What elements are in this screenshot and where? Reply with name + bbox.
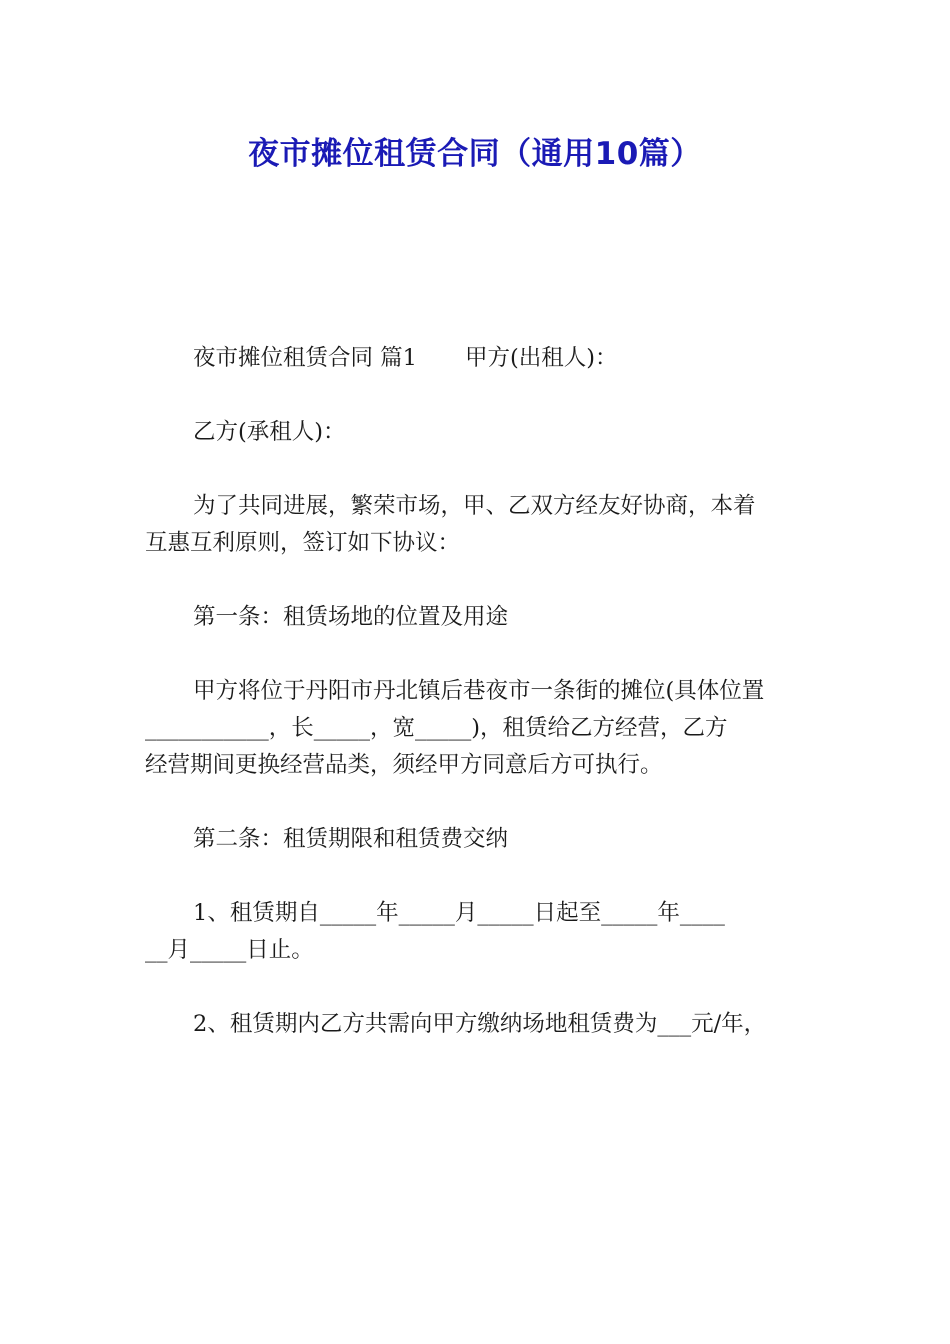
party-a-label: 甲方(出租人)： [464, 345, 618, 371]
text-line: 经营期间更换经营品类，须经甲方同意后方可执行。 [145, 752, 663, 778]
article-heading: 第二条：租赁期限和租赁费交纳 [193, 826, 509, 852]
text-line: __月_____日止。 [145, 937, 314, 963]
paragraph-1 [145, 340, 810, 377]
paragraph-7 [145, 895, 810, 969]
document-title: 夜市摊位租赁合同（通用10篇） [248, 136, 702, 172]
section-heading: 夜市摊位租赁合同 篇1 [193, 345, 417, 371]
text-line: ___________，长_____，宽_____)，租赁给乙方经营，乙方 [145, 715, 728, 741]
document-body [145, 340, 810, 1080]
paragraph-2 [145, 414, 810, 451]
paragraph-8 [145, 1006, 810, 1043]
paragraph-4 [145, 599, 810, 636]
party-b-label: 乙方(承租人)： [193, 419, 346, 445]
paragraph-6 [145, 821, 810, 858]
article-heading: 第一条：租赁场地的位置及用途 [193, 604, 509, 630]
text-line: 为了共同进展，繁荣市场，甲、乙双方经友好协商，本着 [193, 493, 756, 519]
text-line: 互惠互利原则，签订如下协议： [145, 530, 461, 556]
paragraph-3 [145, 488, 810, 562]
text-line: 2、租赁期内乙方共需向甲方缴纳场地租赁费为___元/年， [193, 1011, 767, 1037]
text-line: 甲方将位于丹阳市丹北镇后巷夜市一条街的摊位(具体位置 [193, 678, 765, 704]
text-line: 1、租赁期自_____年_____月_____日起至_____年____ [193, 900, 725, 926]
paragraph-5 [145, 673, 810, 784]
